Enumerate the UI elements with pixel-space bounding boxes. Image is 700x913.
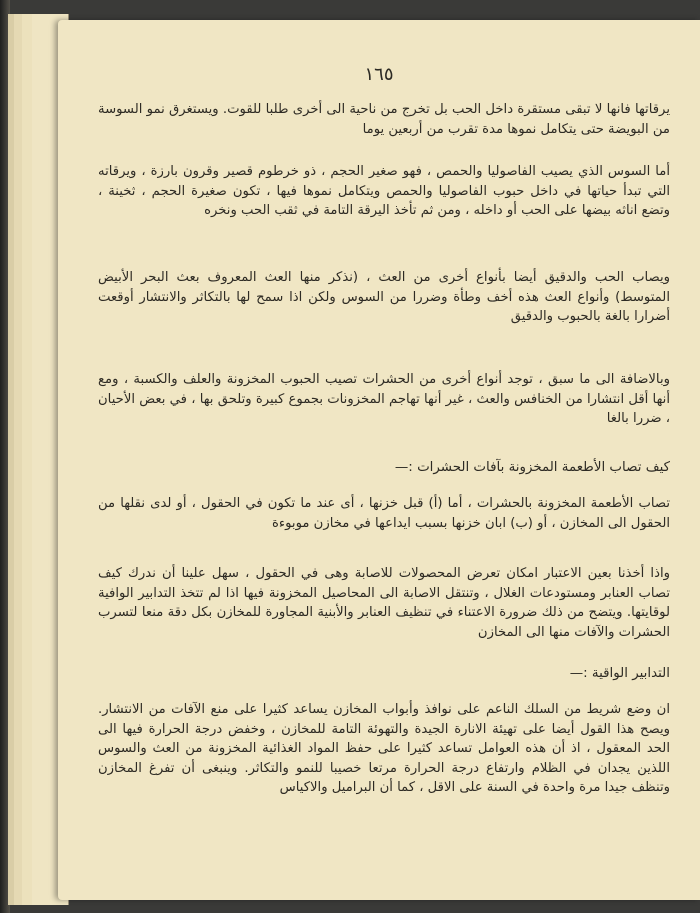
paragraph: ان وضع شريط من السلك الناعم على نوافذ وأبواب المخازن يساعد كثيرا على منع الآفات من الانتشار. ويصح هذا القول أيضا على تهيئة الانارة الجيدة والتهوئة التامة للمخازن ، وخفض درجة الحرارة فيها الى الحد المعقول ، اذ أن هذه العوامل تساعد كثيرا على حفظ المواد الغذائية المخزونة من العث والسوس اللذين يجدان في الظلام وارتفاع درجة الحرارة مرتعا خصيبا للنمو والتكاثر. وينبغى أن تفرغ المخازن وتنظف جيدا مرة واحدة في السنة على الاقل ، كما أن البراميل والاكياس (98, 702, 670, 795)
paragraph: تصاب الأطعمة المخزونة بالحشرات ، أما (أ) قبل خزنها ، أى عند ما تكون في الحقول ، أو لدى نقلها من الحقول الى المخازن ، أو (ب) ابان خزنها بسبب ايداعها في مخازن موبوءة (98, 496, 670, 531)
page-number: ١٦٥ (364, 64, 394, 85)
paragraph: وبالاضافة الى ما سبق ، توجد أنواع أخرى من الحشرات تصيب الحبوب المخزونة والعلف والكسبة ، ومع أنها أقل انتشارا من الخنافس والعث ، غير أنها تهاجم المخزونات بجموع كبيرة وتلحق بها ، في بعض الأحيان ، ضررا بالغا (98, 372, 670, 426)
paragraph: واذا أخذنا بعين الاعتبار امكان تعرض المحصولات للاصابة وهى في الحقول ، سهل علينا أن ندرك كيف تصاب العنابر ومستودعات الغلال ، وتنتقل الاصابة الى المحاصيل المخزونة فيها اذا لم تتخذ التدابير الوافية لوقايتها. ويتضح من ذلك ضرورة الاعتناء في تنظيف العنابر والأبنية المجاورة للمخازن بكل دقة منعا لتسرب الحشرات والآفات منها الى المخازن (98, 566, 670, 640)
section-heading: التدابير الواقية :— (569, 666, 670, 681)
paragraph: أما السوس الذي يصيب الفاصوليا والحمص ، فهو صغير الحجم ، ذو خرطوم قصير وقرون بارزة ، ويرقاته التي تبدأ حياتها في داخل حبوب الفاصوليا والحمص ويتكامل نموها فيها ، تكون صغيرة الحجم ، ثخينة ، وتضع اناثه بيضها على الحب أو داخله ، ومن ثم تأخذ اليرقة التامة في ثقب الحب ونخره (98, 164, 670, 218)
section-heading: كيف تصاب الأطعمة المخزونة بآفات الحشرات :— (394, 460, 670, 475)
paragraph: يرقاتها فانها لا تبقى مستقرة داخل الحب بل تخرج من ناحية الى أخرى طلبا للقوت. ويستغرق نمو السوسة من البويضة حتى يتكامل نموها مدة تقرب من أربعين يوما (98, 102, 670, 137)
paragraph: ويصاب الحب والدقيق أيضا بأنواع أخرى من العث ، (نذكر منها العث المعروف بعث البحر الأبيض المتوسط) وأنواع العث هذه أخف وطأة وضررا من السوس ولكن اذا سمح لها بالتكاثر والانتشار أوقعت أضرارا بالغة بالحبوب والدقيق (98, 270, 670, 324)
